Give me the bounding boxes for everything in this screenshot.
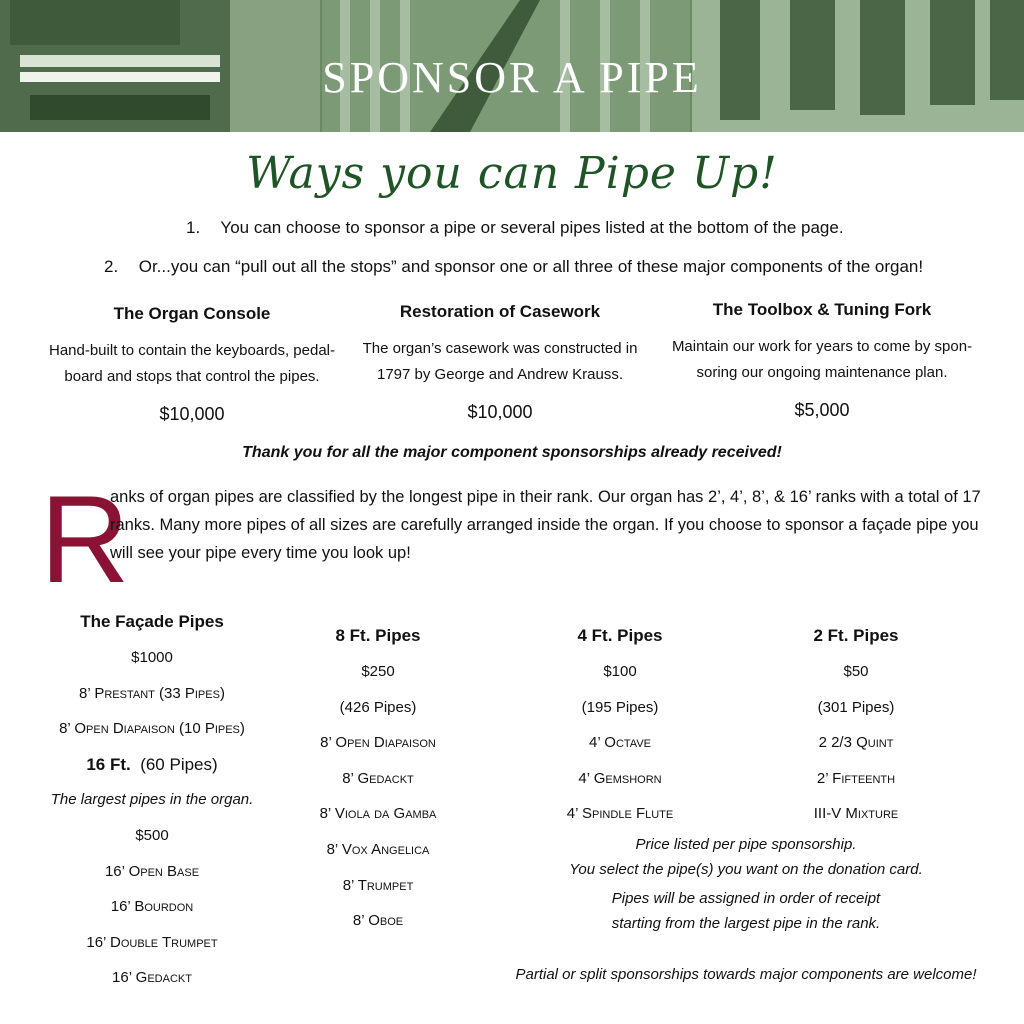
subsection-note: The largest pipes in the organ. [50, 791, 254, 809]
subsection-title-bold: 16 Ft. [86, 754, 131, 774]
step-2-text: Or...you can “pull out all the stops” and sponsor one or all three of these major components of the organ! [138, 257, 924, 276]
pipe-count: (301 Pipes) [817, 698, 895, 716]
pipe-item: 8’ Oboe [352, 912, 404, 930]
pipe-item: 8’ Trumpet [342, 876, 414, 894]
pipe-count: (426 Pipes) [339, 698, 417, 716]
price: $500 [135, 826, 169, 844]
pipe-item: 4’ Octave [589, 734, 651, 752]
pipe-item: 4’ Gemshorn [578, 769, 662, 787]
price: $250 [361, 663, 395, 680]
component-desc-line: board and stops that control the pipes. [64, 368, 320, 385]
price: $1000 [131, 649, 173, 666]
step-2-number: 2. [104, 257, 119, 276]
component-desc-line: Hand-built to contain the keyboards, pedal- [48, 342, 335, 359]
facade-pipes-column [40, 604, 264, 996]
pipe-item: III-V Mixture [813, 805, 899, 823]
component-price: $5,000 [794, 400, 850, 420]
pipe-item: 2’ Fifteenth [816, 769, 896, 787]
dropcap-letter: R [40, 471, 130, 609]
two-ft-pipes-column [770, 618, 942, 832]
price: $50 [843, 663, 869, 680]
subsection-title-count: (60 Pipes) [140, 754, 218, 774]
headline: Ways you can Pipe Up! [246, 148, 778, 199]
pipe-count: (195 Pipes) [581, 698, 659, 716]
component-title: The Toolbox & Tuning Fork [712, 300, 932, 319]
component-title: The Organ Console [113, 304, 271, 323]
pipe-item: 8’ Viola da Gamba [319, 805, 437, 823]
pipe-item: 8’ Open Diapaison [320, 734, 436, 752]
column-title: The Façade Pipes [80, 612, 224, 631]
ranks-paragraph: anks of organ pipes are classified by the longest pipe in their rank. Our organ has 2’, 4’, 8’, & 16’ ranks with a total of 17 ranks. Many more pipes of all sizes are carefully arranged inside the organ. If you choose to sponsor a façade pipe you will see your pipe every time you look up! [110, 488, 981, 562]
header-banner [0, 0, 1024, 132]
column-title: 2 Ft. Pipes [813, 626, 899, 645]
pipe-item: 16’ Gedackt [112, 969, 192, 987]
component-price: $10,000 [467, 402, 533, 422]
pipe-item: 16’ Bourdon [110, 898, 194, 916]
column-title: 8 Ft. Pipes [335, 626, 421, 645]
pipe-item: 16’ Double Trumpet [86, 933, 218, 951]
assignment-note-line: starting from the largest pipe in the rank. [611, 915, 881, 932]
pipe-item: 8’ Open Diapaison (10 Pipes) [59, 720, 245, 738]
pipe-item: 16’ Open Base [104, 862, 200, 880]
component-casework [340, 302, 660, 423]
pipe-item: 2 2/3 Quint [818, 734, 894, 752]
component-desc-line: Maintain our work for years to come by spon- [671, 338, 973, 355]
component-desc-line: The organ’s casework was constructed in [362, 340, 638, 357]
component-desc-line: soring our ongoing maintenance plan. [696, 364, 948, 381]
price-note-line: Price listed per pipe sponsorship. [635, 836, 857, 853]
component-organ-console [30, 304, 354, 425]
component-title: Restoration of Casework [399, 302, 601, 321]
banner-title: SPONSOR A PIPE [322, 53, 702, 102]
subsection-title [40, 747, 264, 783]
pipe-item: 4’ Spindle Flute [566, 805, 674, 823]
thanks-note: Thank you for all the major component sponsorships already received! [242, 444, 782, 461]
price-note-line: You select the pipe(s) you want on the donation card. [569, 861, 923, 878]
component-desc-line: 1797 by George and Andrew Krauss. [377, 366, 623, 383]
price-note [520, 832, 972, 882]
four-ft-pipes-column [530, 618, 710, 832]
component-price: $10,000 [159, 404, 225, 424]
price: $100 [603, 663, 637, 680]
pipe-item: 8’ Vox Angelica [326, 840, 430, 858]
partial-sponsorship-note: Partial or split sponsorships towards major components are welcome! [515, 966, 977, 983]
step-2 [104, 257, 923, 277]
eight-ft-pipes-column [290, 618, 466, 939]
component-toolbox [660, 300, 984, 421]
step-1 [186, 218, 844, 238]
pipe-item: 8’ Gedackt [342, 769, 414, 787]
assignment-note [520, 886, 972, 936]
assignment-note-line: Pipes will be assigned in order of receipt [611, 890, 881, 907]
step-1-number: 1. [186, 218, 201, 237]
step-1-text: You can choose to sponsor a pipe or several pipes listed at the bottom of the page. [220, 218, 844, 237]
column-title: 4 Ft. Pipes [577, 626, 663, 645]
pipe-item: 8’ Prestant (33 Pipes) [79, 684, 225, 702]
